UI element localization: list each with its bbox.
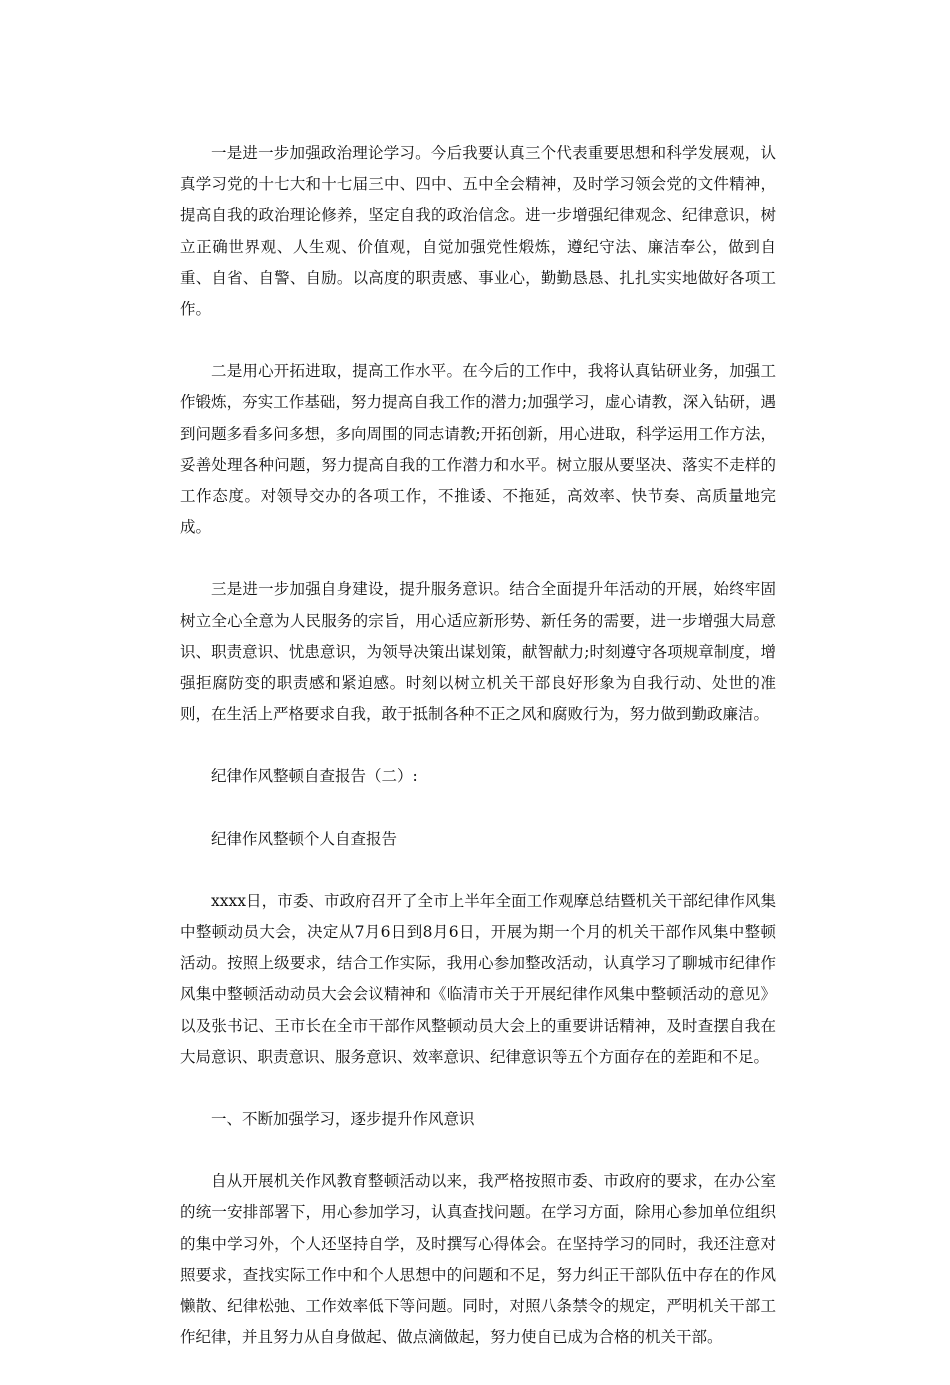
paragraph-political-study: 一是进一步加强政治理论学习。今后我要认真三个代表重要思想和科学发展观，认真学习党的十七大和十七届三中、四中、五中全会精神，及时学习领会党的文件精神，提高自我的政治理论修养，坚定自我的政治信念。进一步增强纪律观念、纪律意识，树立正确世界观、人生观、价值观，自觉加强党性煅炼，遵纪守法、廉洁奉公，做到自重、自省、自警、自励。以高度的职责感、事业心，勤勤恳恳、扎扎实实地做好各项工作。 xyxy=(180,144,776,319)
paragraph-work-level: 二是用心开拓进取，提高工作水平。在今后的工作中，我将认真钻研业务，加强工作锻炼，夯实工作基础，努力提高自我工作的潜力;加强学习，虚心请教，深入钻研，遇到问题多看多问多想，多向周围的同志请教;开拓创新，用心进取，科学运用工作方法，妥善处理各种问题，努力提高自我的工作潜力和水平。树立服从要坚决、落实不走样的工作态度。对领导交办的各项工作，不推诿、不拖延，高效率、快节奏、高质量地完成。 xyxy=(180,362,776,537)
paragraph-self-building: 三是进一步加强自身建设，提升服务意识。结合全面提升年活动的开展，始终牢固树立全心全意为人民服务的宗旨，用心适应新形势、新任务的需要，进一步增强大局意识、职责意识、忧患意识，为领导决策出谋划策，献智献力;时刻遵守各项规章制度，增强拒腐防变的职责感和紧迫感。时刻以树立机关干部良好形象为自我行动、处世的准则，在生活上严格要求自我，敢于抵制各种不正之风和腐败行为，努力做到勤政廉洁。 xyxy=(180,580,776,724)
document-body xyxy=(180,138,776,1385)
paragraph-rectification-meeting: xxxx日，市委、市政府召开了全市上半年全面工作观摩总结暨机关干部纪律作风集中整顿动员大会，决定从7月6日到8月6日，开展为期一个月的机关干部作风集中整顿活动。按照上级要求，结合工作实际，我用心参加整改活动，认真学习了聊城市纪律作风集中整顿活动动员大会会议精神和《临清市关于开展纪律作风集中整顿活动的意见》以及张书记、王市长在全市干部作风整顿动员大会上的重要讲话精神，及时查摆自我在大局意识、职责意识、服务意识、效率意识、纪律意识等五个方面存在的差距和不足。 xyxy=(180,891,776,1066)
paragraph-study-details: 自从开展机关作风教育整顿活动以来，我严格按照市委、市政府的要求，在办公室的统一安排部署下，用心参加学习，认真查找问题。在学习方面，除用心参加单位组织的集中学习外，个人还坚持自学，及时撰写心得体会。在坚持学习的同时，我还注意对照要求，查找实际工作中和个人思想中的问题和不足，努力纠正干部队伍中存在的作风懒散、纪律松弛、工作效率低下等问题。同时，对照八条禁令的规定，严明机关干部工作纪律，并且努力从自身做起、做点滴做起，努力使自已成为合格的机关干部。 xyxy=(180,1172,776,1347)
report-subtitle: 纪律作风整顿个人自查报告 xyxy=(211,829,398,848)
section-heading-study: 一、不断加强学习，逐步提升作风意识 xyxy=(211,1110,475,1129)
section-title-report-two: 纪律作风整顿自查报告（二）: xyxy=(211,767,418,786)
